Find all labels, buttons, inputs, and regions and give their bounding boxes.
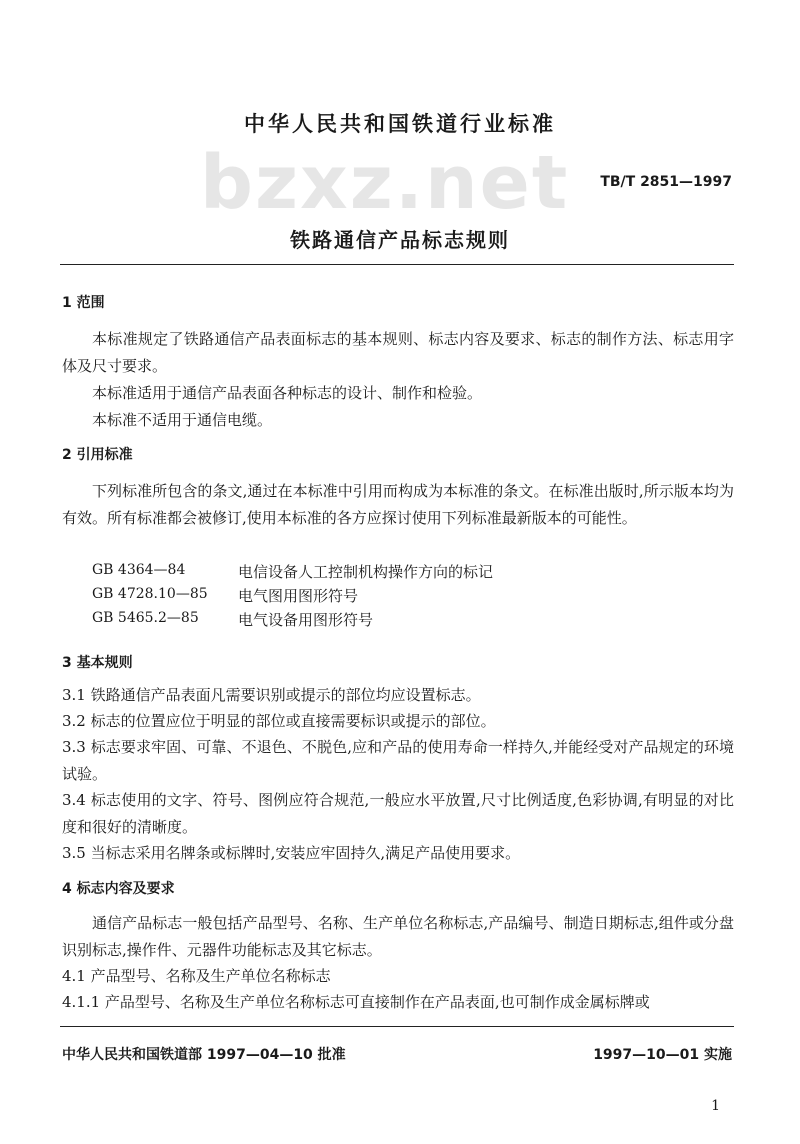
implementation-date: 1997—10—01 实施 <box>593 1047 732 1063</box>
footer-divider <box>60 1026 734 1027</box>
section-1-heading: 1 范围 <box>62 295 105 311</box>
section-3-heading: 3 基本规则 <box>62 655 133 671</box>
section-4-intro: 通信产品标志一般包括产品型号、名称、生产单位名称标志,产品编号、制造日期标志,组件或分盘识别标志,操作件、元器件功能标志及其它标志。 <box>62 914 734 959</box>
ref-code-3: GB 5465.2—85 <box>92 610 199 626</box>
clause-4-1-1: 4.1.1 产品型号、名称及生产单位名称标志可直接制作在产品表面,也可制作成金属标牌或 <box>62 993 650 1011</box>
ref-title-2: 电气图用图形符号 <box>238 587 359 605</box>
document-title: 铁路通信产品标志规则 <box>290 228 510 252</box>
issuing-body-title: 中华人民共和国铁道行业标准 <box>244 112 556 136</box>
section-2-heading: 2 引用标准 <box>62 447 133 463</box>
approval-line: 中华人民共和国铁道部 1997—04—10 批准 <box>62 1047 346 1063</box>
section-1-para-1: 本标准规定了铁路通信产品表面标志的基本规则、标志内容及要求、标志的制作方法、标志用字体及尺寸要求。 <box>62 330 734 375</box>
clause-4-1: 4.1 产品型号、名称及生产单位名称标志 <box>62 967 331 985</box>
section-2-intro: 下列标准所包含的条文,通过在本标准中引用而构成为本标准的条文。在标准出版时,所示版本均为有效。所有标准都会被修订,使用本标准的各方应探讨使用下列标准最新版本的可能性。 <box>62 482 734 527</box>
ref-code-2: GB 4728.10—85 <box>92 586 208 602</box>
ref-title-3: 电气设备用图形符号 <box>238 611 374 629</box>
section-4-heading: 4 标志内容及要求 <box>62 881 175 897</box>
header-divider <box>60 264 734 265</box>
section-1-para-3: 本标准不适用于通信电缆。 <box>92 411 273 429</box>
clause-3-4: 3.4 标志使用的文字、符号、图例应符合规范,一般应水平放置,尺寸比例适度,色彩协调,有明显的对比度和很好的清晰度。 <box>62 791 734 836</box>
ref-code-1: GB 4364—84 <box>92 562 186 578</box>
ref-title-1: 电信设备人工控制机构操作方向的标记 <box>238 563 494 581</box>
clause-3-5: 3.5 当标志采用名牌条或标牌时,安装应牢固持久,满足产品使用要求。 <box>62 844 521 862</box>
clause-3-1: 3.1 铁路通信产品表面凡需要识别或提示的部位均应设置标志。 <box>62 686 481 704</box>
clause-3-2: 3.2 标志的位置应位于明显的部位或直接需要标识或提示的部位。 <box>62 712 496 730</box>
page-number: 1 <box>711 1098 720 1114</box>
standard-code: TB/T 2851—1997 <box>600 174 732 190</box>
section-1-para-2: 本标准适用于通信产品表面各种标志的设计、制作和检验。 <box>92 384 483 402</box>
clause-3-3: 3.3 标志要求牢固、可靠、不退色、不脱色,应和产品的使用寿命一样持久,并能经受对产品规定的环境试验。 <box>62 738 734 783</box>
watermark: bzxz.net <box>200 140 570 226</box>
